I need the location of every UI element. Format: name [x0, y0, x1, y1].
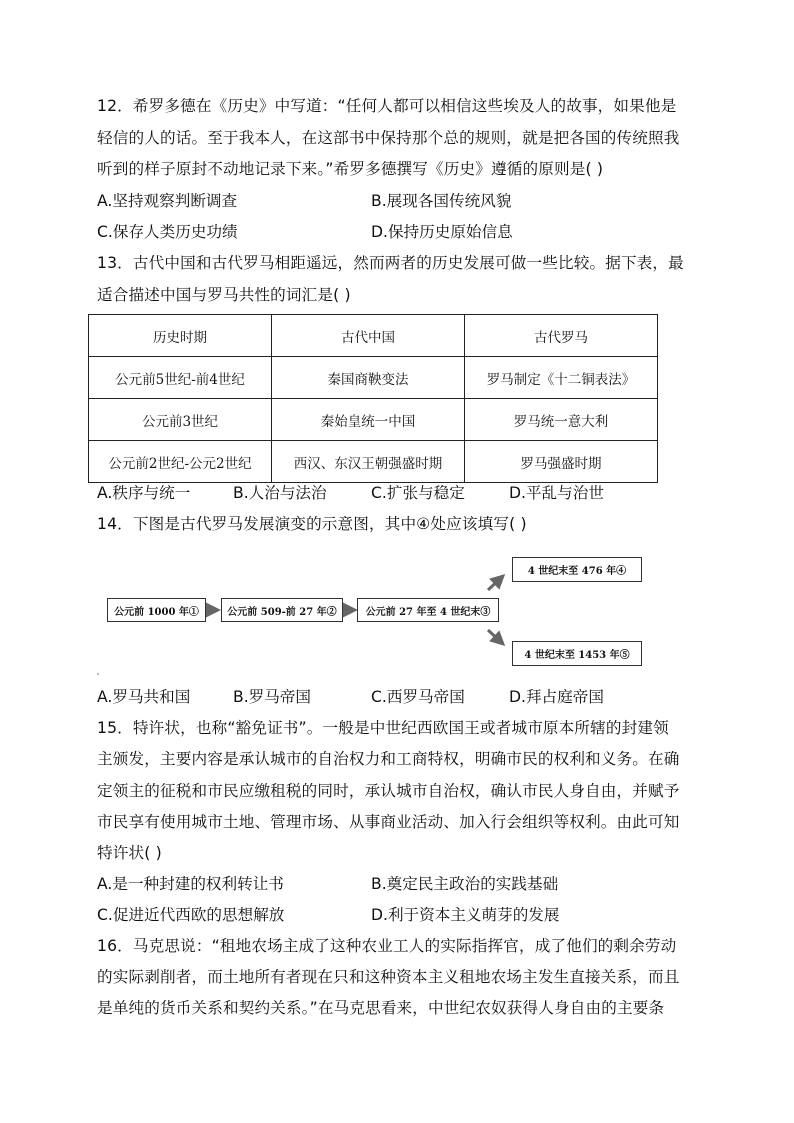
arrow-icon	[488, 576, 503, 590]
q15-option-c: C.促进近代西欧的思想解放	[97, 906, 285, 924]
table-cell: 公元前3世纪	[89, 399, 272, 441]
q12-option-c: C.保存人类历史功绩	[97, 223, 238, 241]
q12-option-d: D.保持历史原始信息	[371, 223, 513, 241]
q15-stem-line-4: 市民享有使用城市土地、管理市场、从事商业活动、加入行会组织等权利。由此可知	[97, 813, 680, 831]
q14-option-a: A.罗马共和国	[97, 688, 191, 706]
timeline-box-3: 公元前 27 年至 4 世纪末③	[357, 598, 499, 622]
q15-stem-line-2: 主颁发，主要内容是承认城市的自治权力和工商特权，明确市民的权利和义务。在确	[97, 750, 680, 768]
q13-stem-line-1: 13．古代中国和古代罗马相距遥远，然而两者的历史发展可做一些比较。据下表，最	[97, 254, 684, 272]
q13-option-d: D.平乱与治世	[509, 484, 604, 502]
table-header-cell: 古代中国	[272, 315, 465, 357]
q14-stem-line-1: 14．下图是古代罗马发展演变的示意图，其中④处应该填写( )	[97, 515, 527, 533]
table-cell: 罗马制定《十二铜表法》	[465, 357, 658, 399]
q16-stem-line-1: 16．马克思说：“租地农场主成了这种农业工人的实际指挥官，成了他们的剩余劳动	[97, 937, 677, 955]
q15-option-d: D.利于资本主义萌芽的发展	[371, 906, 560, 924]
table-cell: 公元前2世纪-公元2世纪	[89, 441, 272, 483]
q15-stem-line-3: 定领主的征税和市民应缴租税的同时，承认城市自治权，确认市民人身自由，并赋予	[97, 782, 680, 800]
q15-option-a: A.是一种封建的权利转让书	[97, 875, 284, 893]
table-cell: 罗马强盛时期	[465, 441, 658, 483]
q12-stem-line-1: 12．希罗多德在《历史》中写道：“任何人都可以相信这些埃及人的故事，如果他是	[97, 97, 677, 115]
timeline-box-1: 公元前 1000 年①	[107, 598, 206, 622]
q15-stem-line-5: 特许状( )	[97, 844, 162, 862]
q12-option-a: A.坚持观察判断调查	[97, 192, 238, 210]
table-cell: 西汉、东汉王朝强盛时期	[272, 441, 465, 483]
q12-stem-line-3: 听到的样子原封不动地记录下来。”希罗多德撰写《历史》遵循的原则是( )	[97, 160, 604, 178]
q13-option-a: A.秩序与统一	[97, 484, 191, 502]
table-cell: 公元前5世纪-前4世纪	[89, 357, 272, 399]
table-cell: 秦国商鞅变法	[272, 357, 465, 399]
timeline-box-4: 4 世纪末至 476 年④	[512, 557, 642, 582]
q12-stem-line-2: 轻信的人的话。至于我本人，在这部书中保持那个总的规则，就是把各国的传统照我	[97, 129, 680, 147]
table-cell: 罗马统一意大利	[465, 399, 658, 441]
q13-option-c: C.扩张与稳定	[371, 484, 465, 502]
table-header-cell: 古代罗马	[465, 315, 658, 357]
timeline-box-5: 4 世纪末至 1453 年⑤	[512, 641, 642, 666]
q13-option-b: B.人治与法治	[233, 484, 327, 502]
table-cell: 秦始皇统一中国	[272, 399, 465, 441]
q15-option-b: B.奠定民主政治的实践基础	[371, 875, 559, 893]
arrow-icon	[488, 630, 503, 644]
q16-stem-line-3: 是单纯的货币关系和契约关系。”在马克思看来，中世纪农奴获得人身自由的主要条	[97, 999, 665, 1017]
q12-option-b: B.展现各国传统风貌	[371, 192, 512, 210]
q16-stem-line-2: 的实际剥削者，而土地所有者现在只和这种资本主义租地农场主发生直接关系，而且	[97, 968, 680, 986]
scan-speck	[97, 673, 99, 675]
timeline-box-2: 公元前 509-前 27 年②	[221, 598, 343, 622]
q14-option-d: D.拜占庭帝国	[509, 688, 604, 706]
q14-option-c: C.西罗马帝国	[371, 688, 465, 706]
table-header-cell: 历史时期	[89, 315, 272, 357]
q15-stem-line-1: 15．特许状，也称“豁免证书”。一般是中世纪西欧国王或者城市原本所辖的封建领	[97, 719, 669, 737]
q13-stem-line-2: 适合描述中国与罗马共性的词汇是( )	[97, 286, 351, 304]
q14-option-b: B.罗马帝国	[233, 688, 312, 706]
